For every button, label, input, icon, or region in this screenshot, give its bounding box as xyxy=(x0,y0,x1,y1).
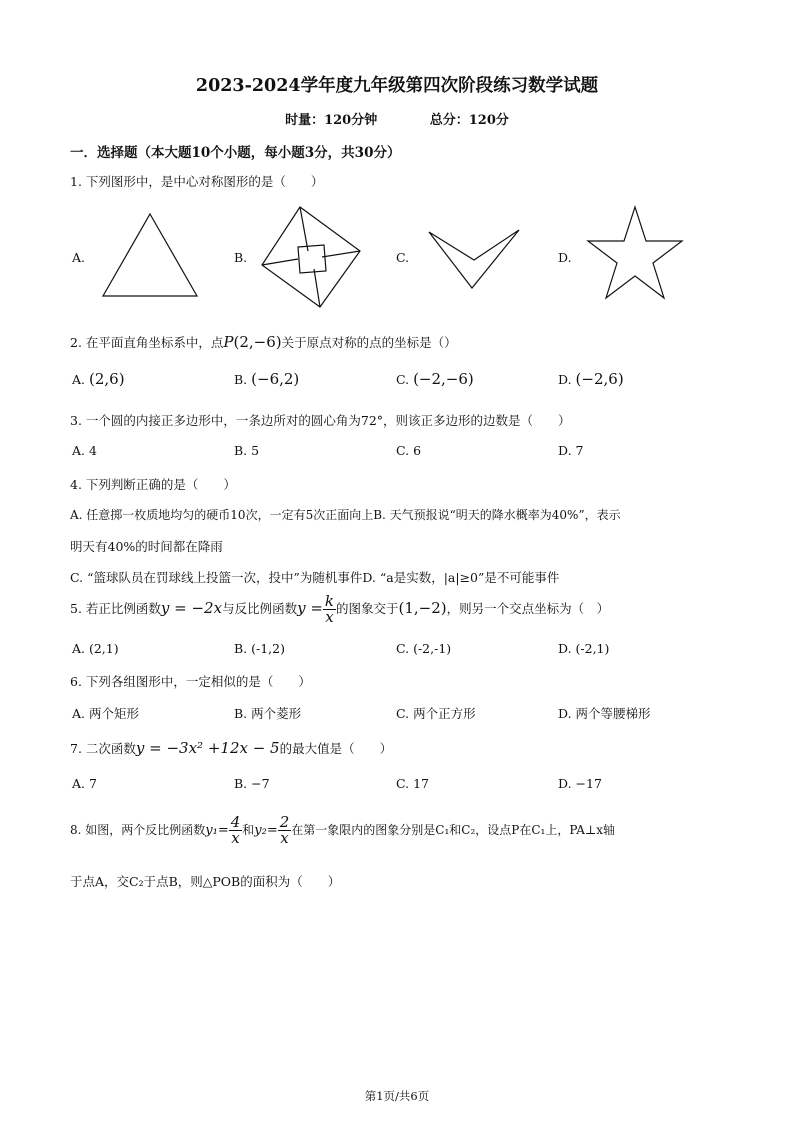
question-7-stem xyxy=(70,739,392,757)
q2-b-value: (−6,2) xyxy=(251,370,300,388)
q6-option-c: C. 两个正方形 xyxy=(396,706,476,721)
q7-option-b: B. −7 xyxy=(234,776,270,791)
q8-y1: y₁= xyxy=(205,823,229,838)
q5-point: (1,−2) xyxy=(398,599,447,617)
q8-fraction-1 xyxy=(229,815,243,846)
q8-frac2-den: x xyxy=(280,829,289,847)
q8-frac1-num: 4 xyxy=(230,813,241,831)
q3-option-c: C. 6 xyxy=(396,443,422,458)
q1-option-c-label: C. xyxy=(396,250,410,265)
question-6-stem: 6. 下列各组图形中，一定相似的是（ ） xyxy=(70,674,311,689)
q2-b-label: B. xyxy=(234,372,248,387)
q8-stem-line-2: 于点A，交C₂于点B，则△POB的面积为（ ） xyxy=(70,874,341,889)
q2-option-b xyxy=(234,370,299,388)
q2-d-value: (−2,6) xyxy=(575,370,624,388)
q1-option-d-label: D. xyxy=(558,250,572,265)
q5-frac-num: k xyxy=(324,592,334,610)
q7-quadratic-eq: y = −3x² +12x − 5 xyxy=(135,739,280,757)
q3-option-d: D. 7 xyxy=(558,443,584,458)
q2-c-label: C. xyxy=(396,372,410,387)
q4-options-line-2: 明天有40%的时间都在降雨 xyxy=(70,539,223,554)
q2-text-b: 关于原点对称的点的坐标是（） xyxy=(281,335,457,350)
total-score: 总分：120分 xyxy=(429,113,509,128)
section-heading: 一．选择题（本大题10个小题，每小题3分，共30分） xyxy=(70,145,401,161)
q5-inverse-eq-left: y = xyxy=(297,599,323,617)
q5-frac-den: x xyxy=(325,608,334,626)
q3-option-b: B. 5 xyxy=(234,443,260,458)
q8-fraction-2 xyxy=(278,815,292,846)
q2-option-a xyxy=(72,370,125,388)
q5-fraction xyxy=(323,594,336,625)
q5-text-b: 与反比例函数 xyxy=(222,601,298,616)
q2-option-d xyxy=(558,370,624,388)
q8-text-b: 在第一象限内的图象分别是C₁和C₂，设点P在C₁上，PA⊥x轴 xyxy=(291,823,616,837)
q6-option-b: B. 两个菱形 xyxy=(234,706,302,721)
q5-option-c: C. (-2,-1) xyxy=(396,641,452,656)
question-3-stem: 3. 一个圆的内接正多边形中，一条边所对的圆心角为72°，则该正多边形的边数是（ ） xyxy=(70,413,571,428)
q8-y2: y₂= xyxy=(254,823,278,838)
exam-info xyxy=(0,109,794,128)
q5-text-a: 5. 若正比例函数 xyxy=(70,601,161,616)
q2-text-a: 2. 在平面直角坐标系中，点 xyxy=(70,335,224,350)
time-limit: 时量：120分钟 xyxy=(285,113,378,128)
question-8-stem xyxy=(70,815,615,846)
q5-option-b: B. (-1,2) xyxy=(234,641,285,656)
star-figure xyxy=(586,205,684,301)
q2-point-coord: (2,−6) xyxy=(233,333,282,351)
q3-option-a: A. 4 xyxy=(72,443,97,458)
question-4-stem: 4. 下列判断正确的是（ ） xyxy=(70,477,236,492)
q7-option-a: A. 7 xyxy=(72,776,97,791)
q6-option-a: A. 两个矩形 xyxy=(72,706,139,721)
q4-options-line-3: C. “篮球队员在罚球线上投篮一次，投中”为随机事件D. “a是实数，|a|≥0”是不可能事件 xyxy=(70,570,560,585)
q6-option-d: D. 两个等腰梯形 xyxy=(558,706,651,721)
q5-option-d: D. (-2,1) xyxy=(558,641,610,656)
triangle-figure xyxy=(100,212,200,300)
q2-a-label: A. xyxy=(72,372,86,387)
pinwheel-square-figure xyxy=(258,205,362,309)
q7-text-b: 的最大值是（ ） xyxy=(279,741,393,756)
q7-option-c: C. 17 xyxy=(396,776,429,791)
page-title: 2023-2024学年度九年级第四次阶段练习数学试题 xyxy=(195,76,599,96)
q4-options-line-1: A. 任意掷一枚质地均匀的硬币10次，一定有5次正面向上B. 天气预报说“明天的降水概率为40%”，表示 xyxy=(70,508,621,522)
q5-linear-eq: y = −2x xyxy=(160,599,223,617)
q5-option-a: A. (2,1) xyxy=(72,641,119,656)
q1-option-b-label: B. xyxy=(234,250,248,265)
q2-c-value: (−2,−6) xyxy=(413,370,474,388)
question-5-stem xyxy=(70,594,609,625)
q8-text-and: 和 xyxy=(242,823,255,837)
q5-text-d: ，则另一个交点坐标为（ ） xyxy=(446,601,610,616)
q1-option-a-label: A. xyxy=(72,250,86,265)
q5-text-c: 的图象交于 xyxy=(335,601,399,616)
q2-d-label: D. xyxy=(558,372,572,387)
q7-text-a: 7. 二次函数 xyxy=(70,741,136,756)
page-footer: 第1页/共6页 xyxy=(364,1089,430,1103)
q8-frac2-num: 2 xyxy=(279,813,290,831)
question-2-stem xyxy=(70,333,457,351)
q8-text-a: 8. 如图，两个反比例函数 xyxy=(70,823,206,837)
question-1-stem: 1. 下列图形中，是中心对称图形的是（ ） xyxy=(70,174,324,189)
q8-frac1-den: x xyxy=(231,829,240,847)
chevron-figure xyxy=(426,226,522,292)
q7-option-d: D. −17 xyxy=(558,776,602,791)
q2-point-name: P xyxy=(223,333,234,351)
q2-a-value: (2,6) xyxy=(89,370,125,388)
q2-option-c xyxy=(396,370,474,388)
